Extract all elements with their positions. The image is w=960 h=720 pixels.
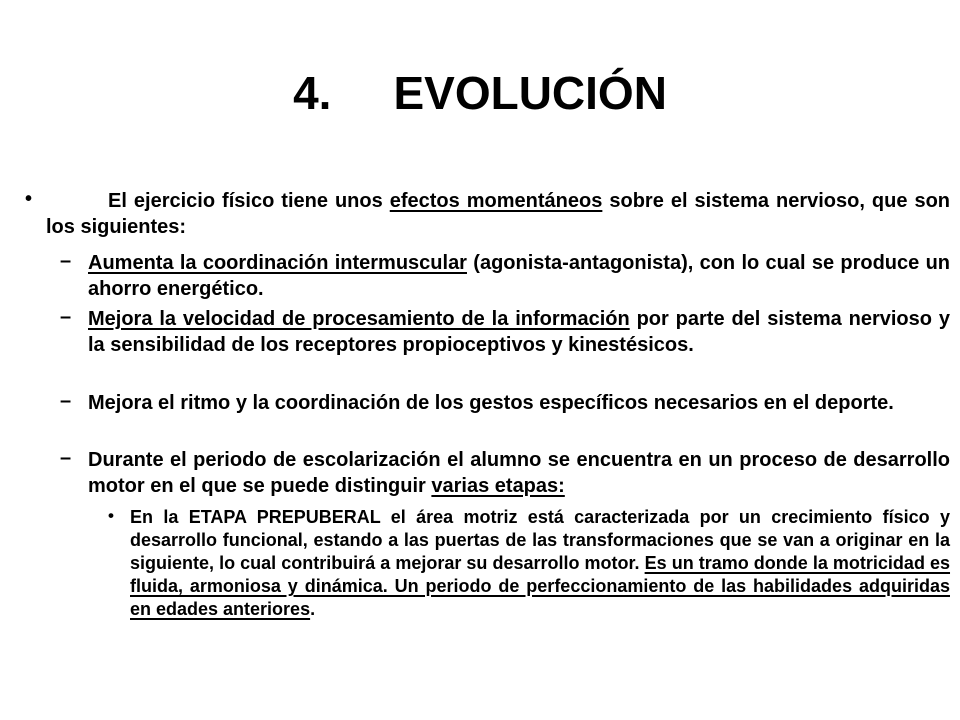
bullet-text — [46, 188, 950, 240]
dash-marker: – — [60, 250, 72, 272]
dash-marker: – — [60, 447, 72, 469]
sub-item-text — [88, 250, 950, 302]
bullet-text-pre: El ejercicio físico tiene unos — [108, 190, 390, 212]
bullet-text-post: sobre el sistema nervioso, que son los siguientes: — [46, 190, 951, 238]
title-number: 4. — [293, 67, 332, 119]
dash-marker: – — [60, 390, 72, 412]
sub-item-underlined: varias etapas: — [431, 475, 565, 497]
sub-sub-item-text — [130, 506, 950, 621]
title-text: EVOLUCIÓN — [393, 67, 667, 119]
sub-item-post: por parte del sistema nervioso y la sensibilidad de los receptores propioceptivos y kinestésicos. — [88, 308, 950, 356]
sub-item-text: Mejora el ritmo y la coordinación de los gestos específicos necesarios en el deporte. — [88, 392, 894, 414]
dash-marker: – — [60, 306, 72, 328]
sub-item-text — [88, 447, 950, 499]
sub-item-pre: Durante el periodo de escolarización el alumno se encuentra en un proceso de desarrollo motor en el que se puede distinguir — [88, 449, 950, 497]
bullet-marker: • — [25, 188, 33, 210]
sub-item-text — [88, 306, 950, 358]
bullet-text-underlined: efectos momentáneos — [389, 190, 603, 212]
slide-title — [0, 66, 960, 120]
sub-sub-item-underlined: Es un tramo donde la motricidad es fluida, armoniosa y dinámica. Un periodo de perfeccionamiento de las habilidades adquiridas en edades anteriores — [130, 553, 951, 619]
sub-item-underlined: Mejora la velocidad de procesamiento de la información — [88, 308, 630, 330]
sub-item-post: (agonista-antagonista), con lo cual se produce un ahorro energético. — [88, 252, 951, 300]
sub-sub-item-pre: En la ETAPA PREPUBERAL el área motriz está caracterizada por un crecimiento físico y desarrollo funcional, estando a las puertas de las transformaciones que se van a originar en la siguiente, lo cual contribuirá a mejorar su desarrollo motor. — [130, 507, 950, 573]
bullet-marker: • — [108, 506, 114, 525]
sub-item-underlined: Aumenta la coordinación intermuscular — [88, 252, 467, 274]
sub-sub-item-post: . — [310, 599, 316, 619]
